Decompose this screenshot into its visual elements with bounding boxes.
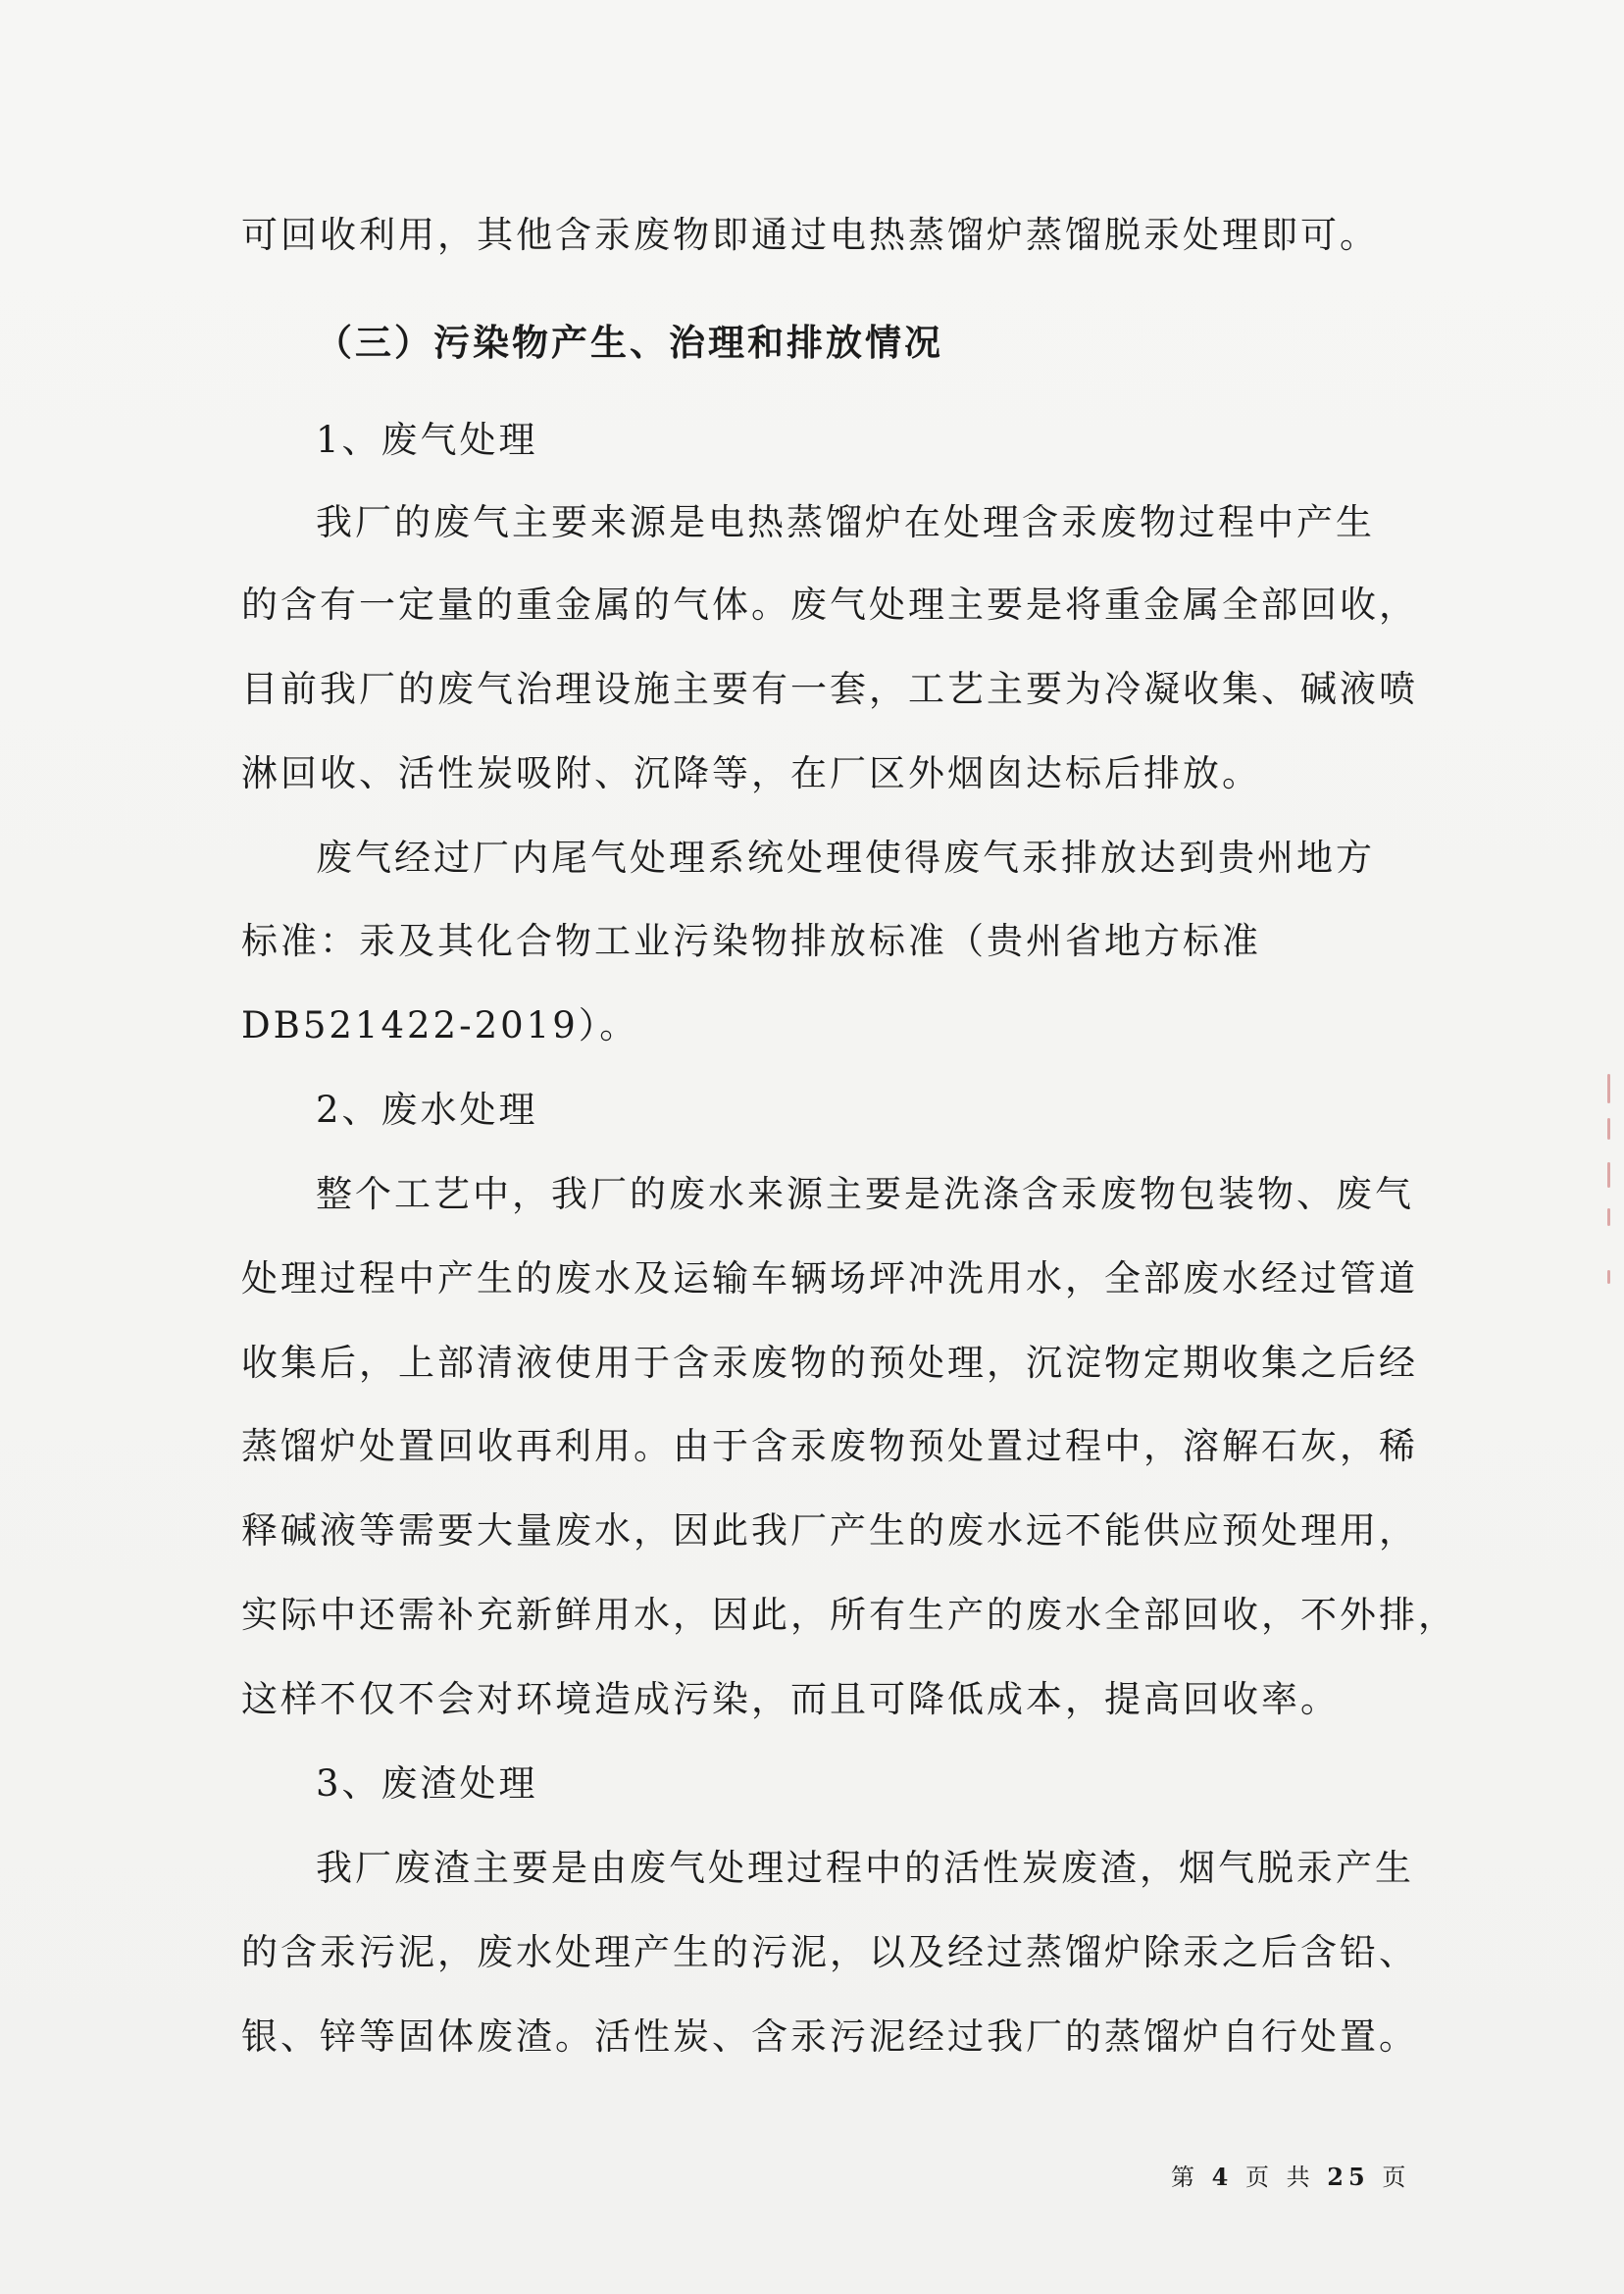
text-line: 的含有一定量的重金属的气体。废气处理主要是将重金属全部回收， [241,584,1418,626]
text-line: 蒸馏炉处置回收再利用。由于含汞废物预处置过程中，溶解石灰，稀 [241,1425,1418,1467]
footer-current-page: 4 [1211,2163,1234,2191]
text-line: 目前我厂的废气治理设施主要有一套，工艺主要为冷凝收集、碱液喷 [241,668,1418,710]
text-line: 我厂废渣主要是由废气处理过程中的活性炭废渣，烟气脱汞产生 [316,1847,1414,1889]
text-line: 废气经过厂内尾气处理系统处理使得废气汞排放达到贵州地方 [316,837,1375,879]
text-line: DB521422-2019）。 [241,1004,639,1046]
seal-edge-mark [1607,1118,1610,1140]
footer-suffix: 页 [1382,2164,1411,2191]
seal-edge-mark [1607,1270,1610,1284]
text-line: 标准：汞及其化合物工业污染物排放标准（贵州省地方标准 [241,920,1261,962]
text-line: 的含汞污泥，废水处理产生的污泥，以及经过蒸馏炉除汞之后含铅、 [241,1931,1418,1973]
footer-total-pages: 25 [1327,2163,1370,2191]
seal-edge-mark [1607,1208,1610,1226]
text-line: 淋回收、活性炭吸附、沉降等，在厂区外烟囱达标后排放。 [241,752,1261,794]
footer-prefix: 第 [1171,2164,1199,2191]
seal-edge-mark [1607,1162,1610,1188]
text-line: 实际中还需补充新鲜用水，因此，所有生产的废水全部回收，不外排， [241,1594,1457,1636]
section-heading: （三）污染物产生、治理和排放情况 [316,321,943,364]
text-line: 可回收利用，其他含汞废物即通过电热蒸馏炉蒸馏脱汞处理即可。 [241,214,1379,256]
subsection-heading: 1、废气处理 [316,419,538,461]
text-line: 银、锌等固体废渣。活性炭、含汞污泥经过我厂的蒸馏炉自行处置。 [241,2015,1418,2058]
footer-middle: 页 共 [1244,2164,1315,2191]
text-line: 收集后，上部清液使用于含汞废物的预处理，沉淀物定期收集之后经 [241,1342,1418,1384]
text-line: 我厂的废气主要来源是电热蒸馏炉在处理含汞废物过程中产生 [316,501,1375,543]
page-footer [1171,2158,1410,2192]
text-line: 整个工艺中，我厂的废水来源主要是洗涤含汞废物包装物、废气 [316,1173,1414,1215]
text-line: 这样不仅不会对环境造成污染，而且可降低成本，提高回收率。 [241,1678,1340,1720]
seal-edge-mark [1607,1074,1610,1103]
text-line: 处理过程中产生的废水及运输车辆场坪冲洗用水，全部废水经过管道 [241,1257,1418,1300]
subsection-heading: 2、废水处理 [316,1089,538,1131]
text-line: 释碱液等需要大量废水，因此我厂产生的废水远不能供应预处理用， [241,1509,1418,1552]
subsection-heading: 3、废渣处理 [316,1762,538,1805]
